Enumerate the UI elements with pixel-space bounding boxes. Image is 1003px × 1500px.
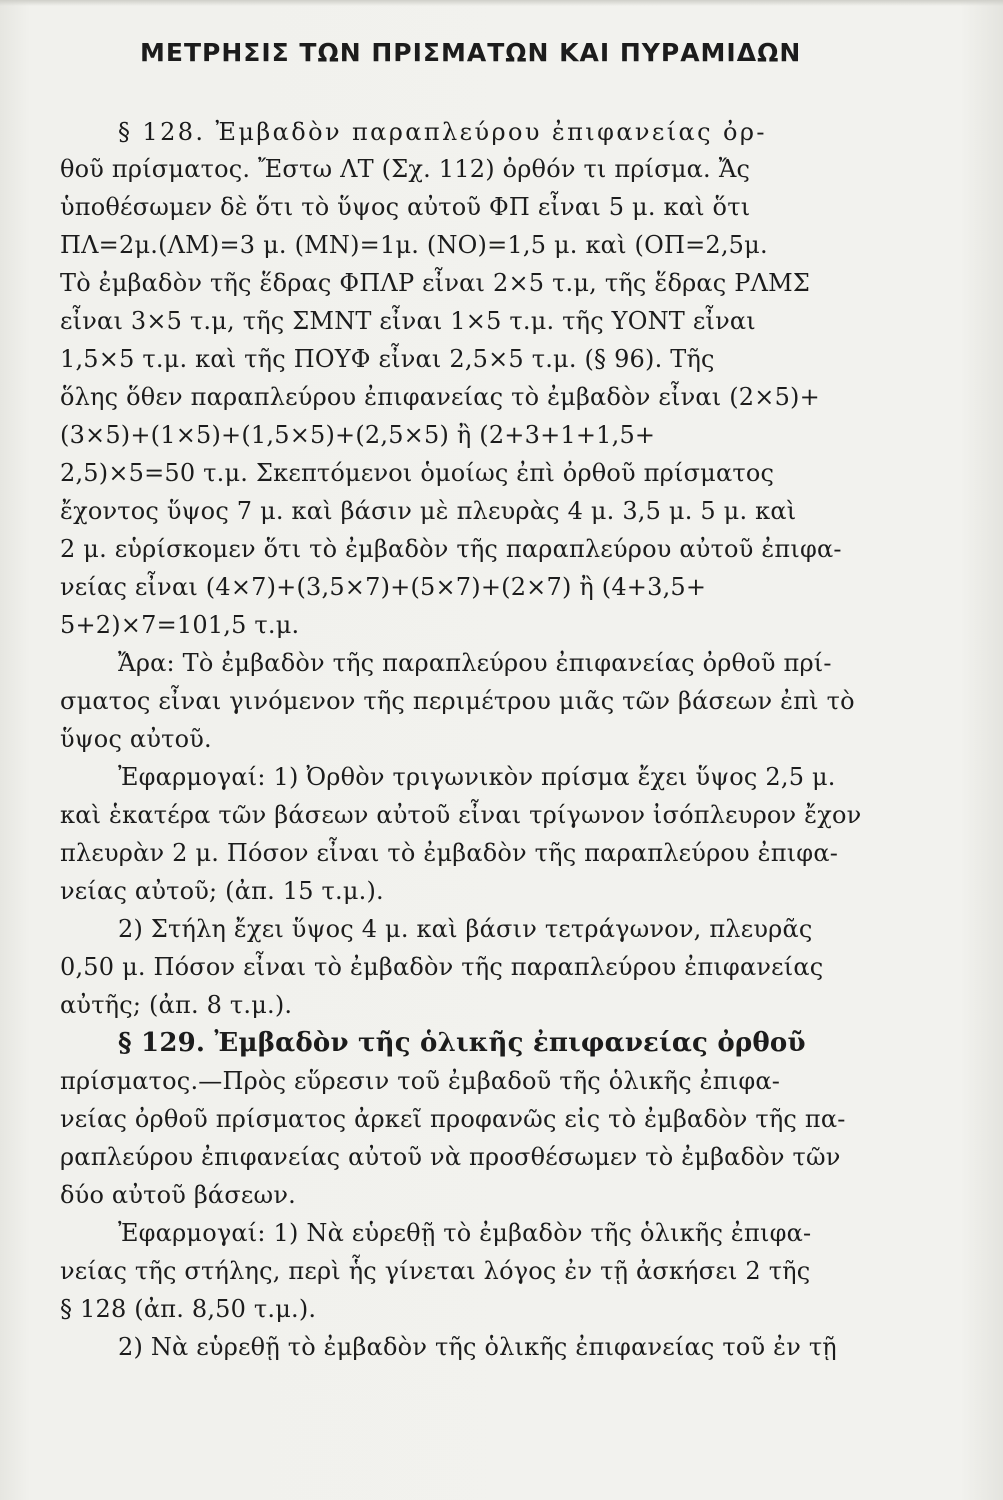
text-line-11: ἔχοντος ὕψος 7 μ. καὶ βάσιν μὲ πλευρὰς 4 μ. 3,5 μ. 5 μ. καὶ bbox=[60, 497, 797, 525]
text-line-31: νείας τῆς στήλης, περὶ ἧς γίνεται λόγος ἐν τῇ ἀσκήσει 2 τῆς bbox=[60, 1257, 811, 1285]
page-title: ΜΕΤΡΗΣΙΣ ΤΩΝ ΠΡΙΣΜΑΤΩΝ ΚΑΙ ΠΥΡΑΜΙΔΩΝ bbox=[140, 38, 802, 67]
text-line-32: § 128 (ἀπ. 8,50 τ.μ.). bbox=[60, 1295, 317, 1323]
text-line-2: θοῦ πρίσματος. Ἔστω ΛΤ (Σχ. 112) ὀρθόν τι πρίσμα. Ἄς bbox=[60, 155, 751, 183]
text-line-28: ραπλεύρου ἐπιφανείας αὐτοῦ νὰ προσθέσωμεν τὸ ἐμβαδὸν τῶν bbox=[60, 1143, 841, 1171]
text-line-18: Ἐφαρμογαί: 1) Ὀρθὸν τριγωνικὸν πρίσμα ἔχει ὕψος 2,5 μ. bbox=[118, 763, 836, 791]
text-line-17: ὕψος αὐτοῦ. bbox=[60, 725, 212, 753]
text-line-22: 2) Στήλη ἔχει ὕψος 4 μ. καὶ βάσιν τετράγωνον, πλευρᾶς bbox=[118, 915, 813, 943]
text-line-19: καὶ ἑκατέρα τῶν βάσεων αὐτοῦ εἶναι τρίγωνον ἰσόπλευρον ἔχον bbox=[60, 801, 862, 829]
text-line-24: αὐτῆς; (ἀπ. 8 τ.μ.). bbox=[60, 991, 293, 1019]
text-line-7: 1,5×5 τ.μ. καὶ τῆς ΠΟΥΦ εἶναι 2,5×5 τ.μ. (§ 96). Τῆς bbox=[60, 345, 715, 373]
text-line-13: νείας εἶναι (4×7)+(3,5×7)+(5×7)+(2×7) ἢ (4+3,5+ bbox=[60, 573, 707, 601]
text-line-20: πλευρὰν 2 μ. Πόσον εἶναι τὸ ἐμβαδὸν τῆς παραπλεύρου ἐπιφα- bbox=[60, 839, 839, 867]
text-line-30: Ἐφαρμογαί: 1) Νὰ εὑρεθῇ τὸ ἐμβαδὸν τῆς ὁλικῆς ἐπιφα- bbox=[118, 1219, 812, 1247]
text-line-29: δύο αὐτοῦ βάσεων. bbox=[60, 1181, 296, 1209]
text-line-14: 5+2)×7=101,5 τ.μ. bbox=[60, 611, 300, 639]
text-line-16: σματος εἶναι γινόμενον τῆς περιμέτρου μιᾶς τῶν βάσεων ἐπὶ τὸ bbox=[60, 687, 855, 715]
text-line-10: 2,5)×5=50 τ.μ. Σκεπτόμενοι ὁμοίως ἐπὶ ὀρθοῦ πρίσματος bbox=[60, 459, 775, 487]
text-line-5: Τὸ ἐμβαδὸν τῆς ἕδρας ΦΠΛΡ εἶναι 2×5 τ.μ, τῆς ἕδρας ΡΛΜΣ bbox=[60, 269, 811, 297]
page-top-edge bbox=[0, 0, 1003, 6]
text-line-6: εἶναι 3×5 τ.μ, τῆς ΣΜΝΤ εἶναι 1×5 τ.μ. τῆς ΥΟΝΤ εἶναι bbox=[60, 307, 756, 335]
text-line-33: 2) Νὰ εὑρεθῇ τὸ ἐμβαδὸν τῆς ὁλικῆς ἐπιφανείας τοῦ ἐν τῇ bbox=[118, 1333, 837, 1361]
text-line-26: πρίσματος.—Πρὸς εὕρεσιν τοῦ ἐμβαδοῦ τῆς ὁλικῆς ἐπιφα- bbox=[60, 1067, 781, 1095]
text-line-3: ὑποθέσωμεν δὲ ὅτι τὸ ὕψος αὐτοῦ ΦΠ εἶναι 5 μ. καὶ ὅτι bbox=[60, 193, 751, 221]
text-line-9: (3×5)+(1×5)+(1,5×5)+(2,5×5) ἢ (2+3+1+1,5+ bbox=[60, 421, 656, 449]
text-line-1: § 128. Ἐμβαδὸν παραπλεύρου ἐπιφανείας ὀρ- bbox=[118, 118, 767, 146]
text-line-21: νείας αὐτοῦ; (ἀπ. 15 τ.μ.). bbox=[60, 877, 384, 905]
text-line-23: 0,50 μ. Πόσον εἶναι τὸ ἐμβαδὸν τῆς παραπλεύρου ἐπιφανείας bbox=[60, 953, 824, 981]
text-line-15: Ἄρα: Τὸ ἐμβαδὸν τῆς παραπλεύρου ἐπιφανείας ὀρθοῦ πρί- bbox=[118, 649, 832, 677]
text-line-27: νείας ὀρθοῦ πρίσματος ἀρκεῖ προφανῶς εἰς τὸ ἐμβαδὸν τῆς πα- bbox=[60, 1105, 846, 1133]
text-line-4: ΠΛ=2μ.(ΛΜ)=3 μ. (ΜΝ)=1μ. (ΝΟ)=1,5 μ. καὶ (ΟΠ=2,5μ. bbox=[60, 231, 768, 259]
text-line-8: ὅλης ὅθεν παραπλεύρου ἐπιφανείας τὸ ἐμβαδὸν εἶναι (2×5)+ bbox=[60, 383, 820, 411]
text-line-12: 2 μ. εὑρίσκομεν ὅτι τὸ ἐμβαδὸν τῆς παραπλεύρου αὐτοῦ ἐπιφα- bbox=[60, 535, 842, 563]
text-line-25: § 129. Ἐμβαδὸν τῆς ὁλικῆς ἐπιφανείας ὀρθοῦ bbox=[118, 1028, 806, 1058]
